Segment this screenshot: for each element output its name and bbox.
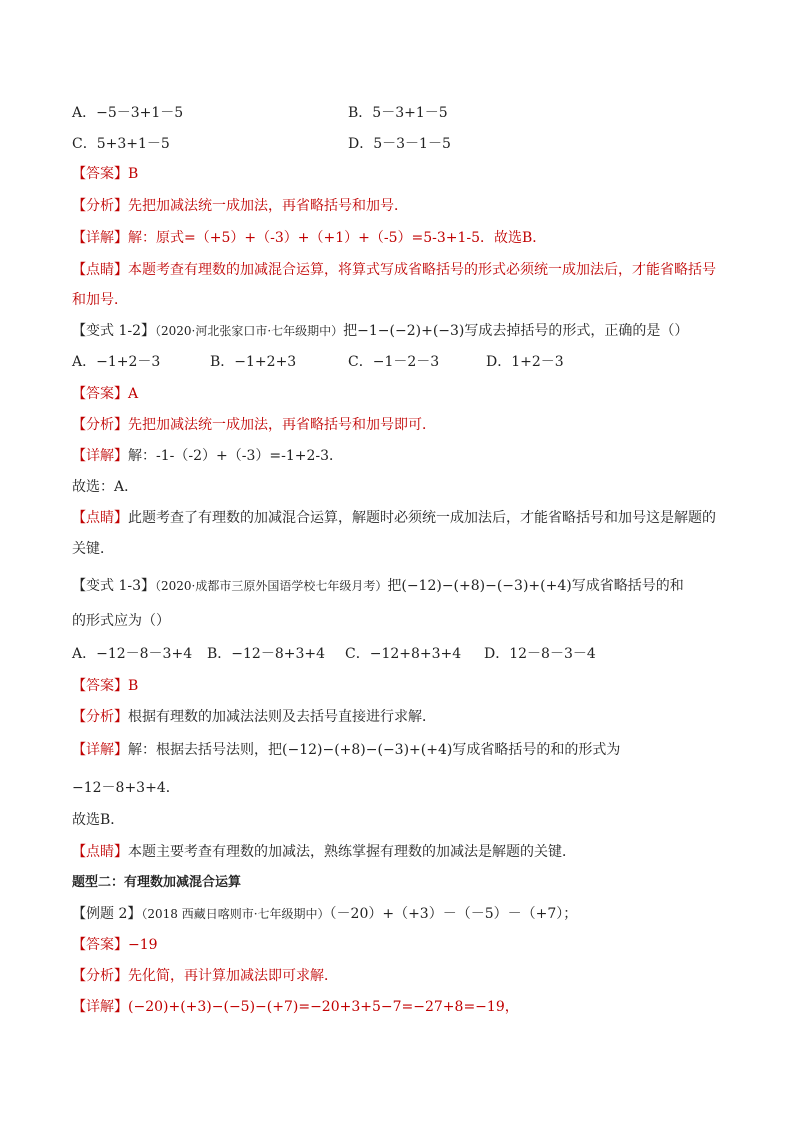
- answer-text: A: [128, 386, 139, 402]
- variant-source: （2020·河北张家口市·七年级期中）: [155, 324, 344, 338]
- example-tag: 【例题 2】: [72, 906, 142, 922]
- option-d: D．5－3－1－5: [348, 136, 451, 152]
- v12-analysis: [72, 416, 732, 434]
- remark-tag: 【点睛】: [72, 510, 128, 526]
- v13-remark: [72, 843, 732, 861]
- answer-tag: 【答案】: [72, 678, 128, 694]
- detail-tag: 【详解】: [72, 230, 128, 246]
- analysis-tag: 【分析】: [72, 709, 128, 725]
- variant-1-3-stem-line-1: [72, 577, 732, 595]
- option-c: C．−1－2－3: [348, 354, 440, 370]
- analysis-tag: 【分析】: [72, 417, 128, 433]
- ex2-answer: [72, 936, 732, 954]
- answer-text: B: [128, 678, 139, 694]
- detail-text: 解：根据去括号法则，把(−12)−(+8)−(−3)+(+4)写成省略括号的和的形式为: [128, 742, 621, 758]
- option-c: C．5+3+1－5: [72, 136, 170, 152]
- analysis-tag: 【分析】: [72, 968, 128, 984]
- v12-answer: [72, 385, 732, 403]
- option-b: B．−1+2+3: [210, 354, 297, 370]
- v12-detail: [72, 447, 732, 465]
- analysis-text: 先把加减法统一成加法，再省略括号和加号即可．: [128, 417, 436, 433]
- detail-text: (−20)+(+3)−(−5)−(+7)=−20+3+5−7=−27+8=−19，: [128, 999, 519, 1015]
- v13-detail-line-2: −12－8+3+4．: [72, 780, 180, 796]
- v13-detail-line-1: [72, 741, 732, 759]
- remark-tag: 【点睛】: [72, 262, 128, 278]
- option-a: A．−1+2－3: [72, 354, 161, 370]
- analysis-text: 先把加减法统一成加法，再省略括号和加号．: [128, 198, 408, 214]
- ex2-detail: [72, 998, 732, 1016]
- option-b: B．−12－8+3+4: [207, 646, 326, 662]
- detail-tag: 【详解】: [72, 999, 128, 1015]
- remark-text: 本题主要考查有理数的加减法，熟练掌握有理数的加减法是解题的关键．: [128, 844, 576, 860]
- option-a: A．−12－8－3+4: [72, 646, 193, 662]
- q1-detail: [72, 229, 732, 247]
- section-title: 题型二：有理数加减混合运算: [72, 875, 242, 890]
- option-a: A．−5－3+1－5: [72, 105, 184, 121]
- ex2-analysis: [72, 967, 732, 985]
- answer-text: B: [128, 166, 139, 182]
- variant-tag: 【变式 1-3】: [72, 578, 155, 594]
- v13-answer: [72, 677, 732, 695]
- option-b: B．5－3+1－5: [348, 105, 448, 121]
- variant-1-3-stem-line-2: 的形式应为（）: [72, 613, 170, 629]
- answer-tag: 【答案】: [72, 386, 128, 402]
- example-source: （2018 西藏日喀则市·七年级期中）: [141, 907, 330, 921]
- detail-tag: 【详解】: [72, 742, 128, 758]
- analysis-text: 先化简，再计算加减法即可求解．: [128, 968, 338, 984]
- analysis-text: 根据有理数的加减法法则及去括号直接进行求解．: [128, 709, 436, 725]
- v13-conclusion: 故选B．: [72, 812, 125, 828]
- remark-text: 本题考查有理数的加减混合运算，将算式写成省略括号的形式必须统一成加法后，才能省略括号: [128, 262, 716, 278]
- example-2-stem: [72, 905, 732, 923]
- answer-tag: 【答案】: [72, 166, 128, 182]
- v13-analysis: [72, 708, 732, 726]
- variant-source: （2020·成都市三原外国语学校七年级月考）: [155, 579, 388, 593]
- v12-remark-line-1: [72, 509, 732, 527]
- detail-text: 解：原式=（+5）+（-3）+（+1）+（-5）=5-3+1-5．故选B．: [128, 230, 547, 246]
- option-c: C．−12+8+3+4: [345, 646, 462, 662]
- variant-1-2-stem: [72, 322, 732, 340]
- option-d: D．12－8－3－4: [484, 646, 596, 662]
- answer-tag: 【答案】: [72, 937, 128, 953]
- example-question: （－20）+（+3）－（－5）－（+7）；: [329, 906, 578, 922]
- variant-question: 把(−12)−(+8)−(−3)+(+4)写成省略括号的和: [387, 578, 684, 594]
- analysis-tag: 【分析】: [72, 198, 128, 214]
- option-d: D．1+2－3: [486, 354, 564, 370]
- q1-analysis: [72, 197, 732, 215]
- remark-tag: 【点睛】: [72, 844, 128, 860]
- detail-text: 解：-1-（-2）+（-3）=-1+2-3．: [128, 448, 344, 464]
- answer-text: −19: [128, 937, 158, 953]
- q1-remark-line-1: [72, 261, 732, 279]
- remark-text: 此题考查了有理数的加减混合运算，解题时必须统一成加法后，才能省略括号和加号这是解题的: [128, 510, 716, 526]
- variant-tag: 【变式 1-2】: [72, 323, 155, 339]
- variant-question: 把−1−(−2)+(−3)写成去掉括号的形式，正确的是（）: [343, 323, 689, 339]
- q1-remark-line-2: 和加号．: [72, 292, 128, 308]
- v12-remark-line-2: 关键．: [72, 541, 114, 557]
- detail-tag: 【详解】: [72, 448, 128, 464]
- v12-conclusion: 故选：A．: [72, 479, 139, 495]
- q1-answer: [72, 165, 732, 183]
